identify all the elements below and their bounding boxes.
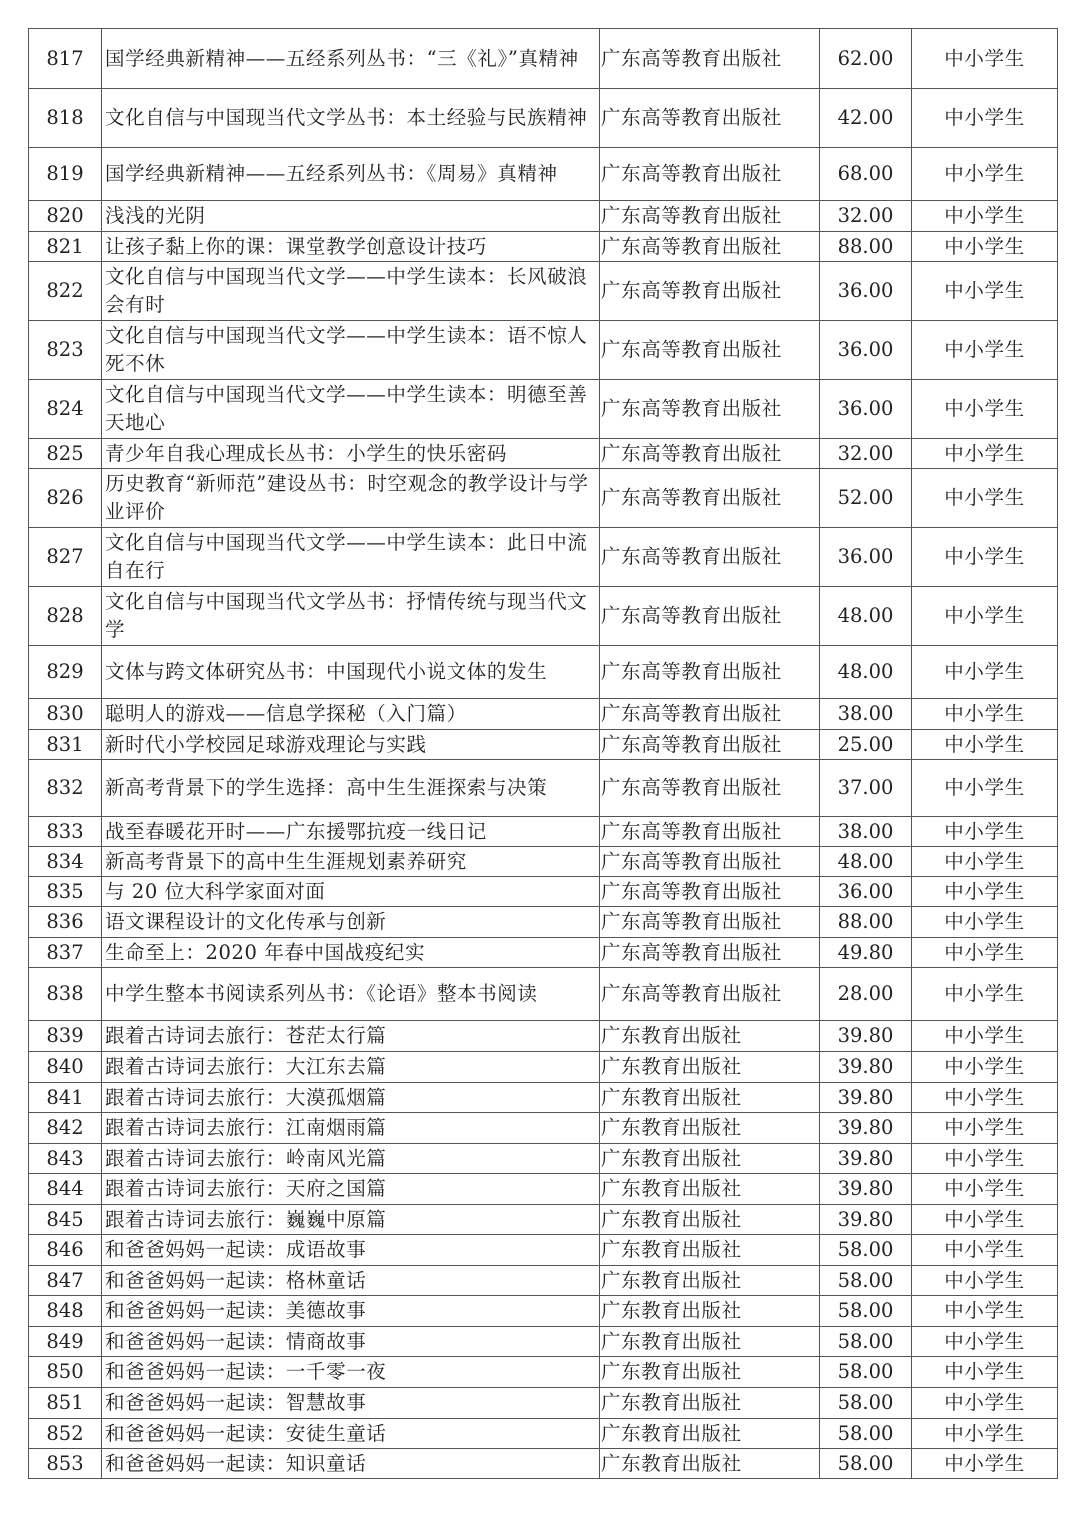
- book-title-cell: 和爸爸妈妈一起读：知识童话: [102, 1449, 600, 1479]
- book-number-cell: 843: [29, 1144, 102, 1174]
- table-row: [29, 1205, 1058, 1235]
- audience-cell: 中小学生: [912, 1174, 1058, 1205]
- book-number-cell: 842: [29, 1113, 102, 1144]
- publisher-cell: 广东教育出版社: [600, 1205, 820, 1235]
- book-title-cell: 文体与跨文体研究丛书：中国现代小说文体的发生: [102, 646, 600, 699]
- table-row: [29, 1113, 1058, 1144]
- book-number-cell: 820: [29, 201, 102, 232]
- table-row: [29, 847, 1058, 877]
- book-number-cell: 839: [29, 1021, 102, 1052]
- book-number-cell: 830: [29, 699, 102, 730]
- price-cell: 39.80: [820, 1174, 912, 1205]
- book-number-cell: 818: [29, 89, 102, 148]
- publisher-cell: 广东高等教育出版社: [600, 968, 820, 1021]
- price-cell: 39.80: [820, 1083, 912, 1113]
- price-cell: 36.00: [820, 528, 912, 587]
- publisher-cell: 广东教育出版社: [600, 1327, 820, 1357]
- table-row: [29, 968, 1058, 1021]
- book-number-cell: 837: [29, 938, 102, 968]
- publisher-cell: 广东高等教育出版社: [600, 847, 820, 877]
- publisher-cell: 广东教育出版社: [600, 1144, 820, 1174]
- book-number-cell: 850: [29, 1357, 102, 1388]
- book-title-cell: 中学生整本书阅读系列丛书：《论语》整本书阅读: [102, 968, 600, 1021]
- book-title-cell: 和爸爸妈妈一起读：美德故事: [102, 1296, 600, 1327]
- book-title-cell: 和爸爸妈妈一起读：情商故事: [102, 1327, 600, 1357]
- price-cell: 38.00: [820, 699, 912, 730]
- book-number-cell: 851: [29, 1388, 102, 1419]
- book-title-cell: 跟着古诗词去旅行：苍茫太行篇: [102, 1021, 600, 1052]
- audience-cell: 中小学生: [912, 1449, 1058, 1479]
- table-row: [29, 528, 1058, 587]
- book-number-cell: 821: [29, 232, 102, 262]
- price-cell: 58.00: [820, 1296, 912, 1327]
- book-title-cell: 和爸爸妈妈一起读：格林童话: [102, 1266, 600, 1296]
- book-number-cell: 825: [29, 439, 102, 469]
- book-number-cell: 845: [29, 1205, 102, 1235]
- table-row: [29, 1174, 1058, 1205]
- audience-cell: 中小学生: [912, 968, 1058, 1021]
- book-title-cell: 历史教育“新师范”建设丛书：时空观念的教学设计与学业评价: [102, 469, 600, 528]
- audience-cell: 中小学生: [912, 760, 1058, 817]
- table-row: [29, 262, 1058, 321]
- price-cell: 42.00: [820, 89, 912, 148]
- book-number-cell: 836: [29, 907, 102, 938]
- price-cell: 68.00: [820, 148, 912, 201]
- publisher-cell: 广东教育出版社: [600, 1021, 820, 1052]
- publisher-cell: 广东高等教育出版社: [600, 938, 820, 968]
- publisher-cell: 广东高等教育出版社: [600, 89, 820, 148]
- price-cell: 48.00: [820, 646, 912, 699]
- audience-cell: 中小学生: [912, 1327, 1058, 1357]
- book-title-cell: 浅浅的光阴: [102, 201, 600, 232]
- table-row: [29, 321, 1058, 380]
- book-number-cell: 841: [29, 1083, 102, 1113]
- price-cell: 36.00: [820, 380, 912, 439]
- table-row: [29, 1021, 1058, 1052]
- table-row: [29, 232, 1058, 262]
- audience-cell: 中小学生: [912, 646, 1058, 699]
- book-title-cell: 国学经典新精神——五经系列丛书：《周易》真精神: [102, 148, 600, 201]
- book-number-cell: 833: [29, 817, 102, 847]
- book-number-cell: 847: [29, 1266, 102, 1296]
- table-row: [29, 201, 1058, 232]
- book-number-cell: 823: [29, 321, 102, 380]
- book-number-cell: 849: [29, 1327, 102, 1357]
- publisher-cell: 广东高等教育出版社: [600, 877, 820, 907]
- price-cell: 58.00: [820, 1449, 912, 1479]
- table-row: [29, 1388, 1058, 1419]
- book-list-table: [28, 28, 1058, 1479]
- price-cell: 52.00: [820, 469, 912, 528]
- book-title-cell: 让孩子黏上你的课：课堂教学创意设计技巧: [102, 232, 600, 262]
- publisher-cell: 广东教育出版社: [600, 1357, 820, 1388]
- price-cell: 36.00: [820, 321, 912, 380]
- price-cell: 38.00: [820, 817, 912, 847]
- audience-cell: 中小学生: [912, 262, 1058, 321]
- audience-cell: 中小学生: [912, 380, 1058, 439]
- book-number-cell: 817: [29, 29, 102, 89]
- book-title-cell: 文化自信与中国现当代文学——中学生读本：此日中流自在行: [102, 528, 600, 587]
- book-number-cell: 819: [29, 148, 102, 201]
- book-title-cell: 跟着古诗词去旅行：巍巍中原篇: [102, 1205, 600, 1235]
- book-title-cell: 文化自信与中国现当代文学——中学生读本：明德至善天地心: [102, 380, 600, 439]
- publisher-cell: 广东高等教育出版社: [600, 817, 820, 847]
- publisher-cell: 广东高等教育出版社: [600, 730, 820, 760]
- table-row: [29, 817, 1058, 847]
- book-number-cell: 834: [29, 847, 102, 877]
- audience-cell: 中小学生: [912, 1235, 1058, 1266]
- audience-cell: 中小学生: [912, 907, 1058, 938]
- book-title-cell: 文化自信与中国现当代文学丛书：本土经验与民族精神: [102, 89, 600, 148]
- book-list-body: [29, 29, 1058, 1479]
- book-title-cell: 跟着古诗词去旅行：大漠孤烟篇: [102, 1083, 600, 1113]
- audience-cell: 中小学生: [912, 938, 1058, 968]
- audience-cell: 中小学生: [912, 89, 1058, 148]
- price-cell: 39.80: [820, 1113, 912, 1144]
- publisher-cell: 广东高等教育出版社: [600, 760, 820, 817]
- audience-cell: 中小学生: [912, 439, 1058, 469]
- table-row: [29, 646, 1058, 699]
- publisher-cell: 广东教育出版社: [600, 1419, 820, 1449]
- audience-cell: 中小学生: [912, 1419, 1058, 1449]
- price-cell: 88.00: [820, 907, 912, 938]
- audience-cell: 中小学生: [912, 1083, 1058, 1113]
- book-number-cell: 852: [29, 1419, 102, 1449]
- book-title-cell: 与 20 位大科学家面对面: [102, 877, 600, 907]
- table-row: [29, 730, 1058, 760]
- book-number-cell: 848: [29, 1296, 102, 1327]
- book-number-cell: 831: [29, 730, 102, 760]
- price-cell: 48.00: [820, 847, 912, 877]
- book-title-cell: 文化自信与中国现当代文学——中学生读本：语不惊人死不休: [102, 321, 600, 380]
- book-number-cell: 829: [29, 646, 102, 699]
- audience-cell: 中小学生: [912, 817, 1058, 847]
- audience-cell: 中小学生: [912, 232, 1058, 262]
- book-title-cell: 跟着古诗词去旅行：江南烟雨篇: [102, 1113, 600, 1144]
- book-number-cell: 826: [29, 469, 102, 528]
- price-cell: 28.00: [820, 968, 912, 1021]
- book-title-cell: 国学经典新精神——五经系列丛书：“三《礼》”真精神: [102, 29, 600, 89]
- table-row: [29, 1419, 1058, 1449]
- publisher-cell: 广东教育出版社: [600, 1083, 820, 1113]
- publisher-cell: 广东高等教育出版社: [600, 232, 820, 262]
- table-row: [29, 1266, 1058, 1296]
- audience-cell: 中小学生: [912, 469, 1058, 528]
- book-title-cell: 新高考背景下的学生选择：高中生生涯探索与决策: [102, 760, 600, 817]
- book-title-cell: 和爸爸妈妈一起读：智慧故事: [102, 1388, 600, 1419]
- price-cell: 58.00: [820, 1357, 912, 1388]
- book-number-cell: 824: [29, 380, 102, 439]
- publisher-cell: 广东高等教育出版社: [600, 148, 820, 201]
- book-number-cell: 853: [29, 1449, 102, 1479]
- price-cell: 58.00: [820, 1235, 912, 1266]
- publisher-cell: 广东教育出版社: [600, 1113, 820, 1144]
- table-row: [29, 1296, 1058, 1327]
- publisher-cell: 广东高等教育出版社: [600, 321, 820, 380]
- publisher-cell: 广东高等教育出版社: [600, 262, 820, 321]
- table-row: [29, 469, 1058, 528]
- audience-cell: 中小学生: [912, 1144, 1058, 1174]
- book-title-cell: 文化自信与中国现当代文学——中学生读本：长风破浪会有时: [102, 262, 600, 321]
- table-row: [29, 439, 1058, 469]
- book-number-cell: 844: [29, 1174, 102, 1205]
- table-row: [29, 1235, 1058, 1266]
- table-row: [29, 877, 1058, 907]
- table-row: [29, 1052, 1058, 1083]
- table-row: [29, 907, 1058, 938]
- table-row: [29, 699, 1058, 730]
- publisher-cell: 广东高等教育出版社: [600, 439, 820, 469]
- book-number-cell: 827: [29, 528, 102, 587]
- publisher-cell: 广东高等教育出版社: [600, 907, 820, 938]
- book-number-cell: 846: [29, 1235, 102, 1266]
- book-title-cell: 和爸爸妈妈一起读：一千零一夜: [102, 1357, 600, 1388]
- publisher-cell: 广东高等教育出版社: [600, 587, 820, 646]
- audience-cell: 中小学生: [912, 321, 1058, 380]
- audience-cell: 中小学生: [912, 29, 1058, 89]
- table-row: [29, 1327, 1058, 1357]
- table-row: [29, 89, 1058, 148]
- audience-cell: 中小学生: [912, 201, 1058, 232]
- price-cell: 39.80: [820, 1144, 912, 1174]
- publisher-cell: 广东高等教育出版社: [600, 469, 820, 528]
- publisher-cell: 广东教育出版社: [600, 1449, 820, 1479]
- price-cell: 48.00: [820, 587, 912, 646]
- book-title-cell: 生命至上：2020 年春中国战疫纪实: [102, 938, 600, 968]
- audience-cell: 中小学生: [912, 1205, 1058, 1235]
- table-row: [29, 760, 1058, 817]
- audience-cell: 中小学生: [912, 148, 1058, 201]
- publisher-cell: 广东高等教育出版社: [600, 29, 820, 89]
- publisher-cell: 广东高等教育出版社: [600, 380, 820, 439]
- table-row: [29, 29, 1058, 89]
- price-cell: 39.80: [820, 1021, 912, 1052]
- price-cell: 32.00: [820, 201, 912, 232]
- book-title-cell: 语文课程设计的文化传承与创新: [102, 907, 600, 938]
- book-title-cell: 青少年自我心理成长丛书：小学生的快乐密码: [102, 439, 600, 469]
- price-cell: 58.00: [820, 1388, 912, 1419]
- price-cell: 39.80: [820, 1052, 912, 1083]
- book-title-cell: 战至春暖花开时——广东援鄂抗疫一线日记: [102, 817, 600, 847]
- audience-cell: 中小学生: [912, 1357, 1058, 1388]
- audience-cell: 中小学生: [912, 699, 1058, 730]
- book-title-cell: 跟着古诗词去旅行：岭南风光篇: [102, 1144, 600, 1174]
- book-title-cell: 和爸爸妈妈一起读：安徒生童话: [102, 1419, 600, 1449]
- audience-cell: 中小学生: [912, 1021, 1058, 1052]
- book-number-cell: 828: [29, 587, 102, 646]
- table-row: [29, 1357, 1058, 1388]
- book-number-cell: 835: [29, 877, 102, 907]
- price-cell: 58.00: [820, 1327, 912, 1357]
- book-title-cell: 新时代小学校园足球游戏理论与实践: [102, 730, 600, 760]
- price-cell: 49.80: [820, 938, 912, 968]
- publisher-cell: 广东教育出版社: [600, 1174, 820, 1205]
- publisher-cell: 广东高等教育出版社: [600, 699, 820, 730]
- publisher-cell: 广东高等教育出版社: [600, 201, 820, 232]
- audience-cell: 中小学生: [912, 1296, 1058, 1327]
- price-cell: 39.80: [820, 1205, 912, 1235]
- book-number-cell: 840: [29, 1052, 102, 1083]
- price-cell: 62.00: [820, 29, 912, 89]
- price-cell: 37.00: [820, 760, 912, 817]
- audience-cell: 中小学生: [912, 1388, 1058, 1419]
- audience-cell: 中小学生: [912, 587, 1058, 646]
- table-row: [29, 587, 1058, 646]
- book-title-cell: 跟着古诗词去旅行：天府之国篇: [102, 1174, 600, 1205]
- price-cell: 58.00: [820, 1419, 912, 1449]
- table-row: [29, 1449, 1058, 1479]
- publisher-cell: 广东教育出版社: [600, 1296, 820, 1327]
- audience-cell: 中小学生: [912, 877, 1058, 907]
- publisher-cell: 广东高等教育出版社: [600, 646, 820, 699]
- price-cell: 58.00: [820, 1266, 912, 1296]
- audience-cell: 中小学生: [912, 730, 1058, 760]
- audience-cell: 中小学生: [912, 847, 1058, 877]
- table-row: [29, 1144, 1058, 1174]
- book-number-cell: 832: [29, 760, 102, 817]
- publisher-cell: 广东教育出版社: [600, 1235, 820, 1266]
- book-number-cell: 822: [29, 262, 102, 321]
- audience-cell: 中小学生: [912, 528, 1058, 587]
- publisher-cell: 广东教育出版社: [600, 1266, 820, 1296]
- table-row: [29, 1083, 1058, 1113]
- table-row: [29, 380, 1058, 439]
- audience-cell: 中小学生: [912, 1266, 1058, 1296]
- price-cell: 36.00: [820, 877, 912, 907]
- price-cell: 88.00: [820, 232, 912, 262]
- publisher-cell: 广东高等教育出版社: [600, 528, 820, 587]
- book-title-cell: 跟着古诗词去旅行：大江东去篇: [102, 1052, 600, 1083]
- book-title-cell: 和爸爸妈妈一起读：成语故事: [102, 1235, 600, 1266]
- table-row: [29, 938, 1058, 968]
- publisher-cell: 广东教育出版社: [600, 1388, 820, 1419]
- price-cell: 25.00: [820, 730, 912, 760]
- price-cell: 32.00: [820, 439, 912, 469]
- book-title-cell: 新高考背景下的高中生生涯规划素养研究: [102, 847, 600, 877]
- book-number-cell: 838: [29, 968, 102, 1021]
- book-title-cell: 聪明人的游戏——信息学探秘（入门篇）: [102, 699, 600, 730]
- price-cell: 36.00: [820, 262, 912, 321]
- audience-cell: 中小学生: [912, 1113, 1058, 1144]
- publisher-cell: 广东教育出版社: [600, 1052, 820, 1083]
- table-row: [29, 148, 1058, 201]
- audience-cell: 中小学生: [912, 1052, 1058, 1083]
- book-title-cell: 文化自信与中国现当代文学丛书：抒情传统与现当代文学: [102, 587, 600, 646]
